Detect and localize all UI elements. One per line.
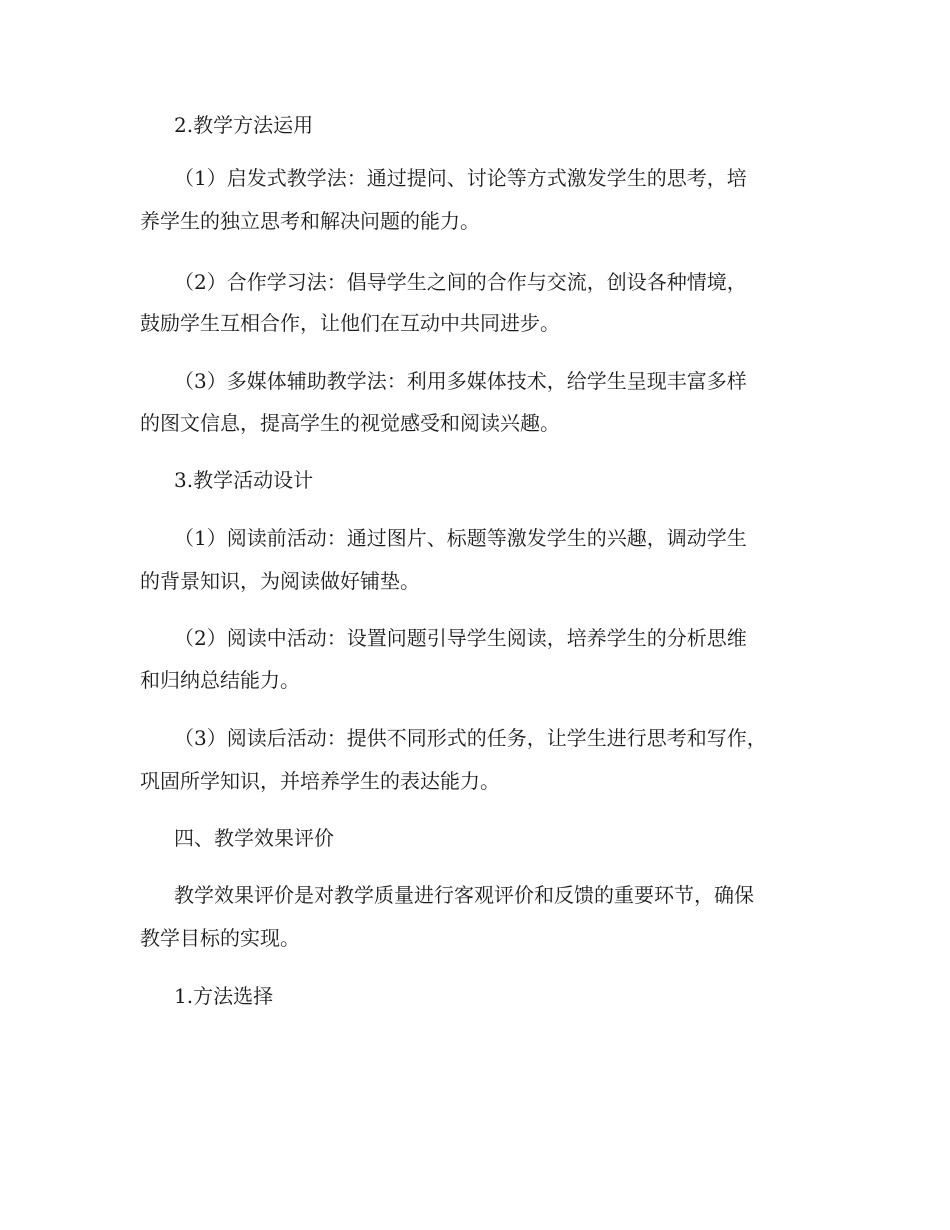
- paragraph-line: 和归纳总结能力。: [140, 668, 300, 692]
- paragraph-line: （2）阅读中活动：设置问题引导学生阅读，培养学生的分析思维: [174, 626, 747, 650]
- paragraph-line: （1）阅读前活动：通过图片、标题等激发学生的兴趣，调动学生: [174, 526, 747, 550]
- heading-activity-design: 3.教学活动设计: [174, 468, 314, 492]
- paragraph-line: 的背景知识，为阅读做好铺垫。: [140, 569, 420, 593]
- paragraph-line: 鼓励学生互相合作，让他们在互动中共同进步。: [140, 311, 560, 335]
- heading-method-selection: 1.方法选择: [174, 984, 274, 1008]
- paragraph-line: 的图文信息，提高学生的视觉感受和阅读兴趣。: [140, 411, 560, 435]
- paragraph-line: 养学生的独立思考和解决问题的能力。: [140, 209, 480, 233]
- paragraph-line: （2）合作学习法：倡导学生之间的合作与交流，创设各种情境，: [174, 270, 747, 294]
- heading-teaching-evaluation: 四、教学效果评价: [174, 826, 334, 850]
- paragraph-line: （3）多媒体辅助教学法：利用多媒体技术，给学生呈现丰富多样: [174, 369, 747, 393]
- heading-teaching-methods: 2.教学方法运用: [174, 113, 314, 137]
- paragraph-line: 教学效果评价是对教学质量进行客观评价和反馈的重要环节，确保: [174, 883, 754, 907]
- paragraph-line: 教学目标的实现。: [140, 926, 300, 950]
- paragraph-line: 巩固所学知识，并培养学生的表达能力。: [140, 769, 500, 793]
- paragraph-line: （3）阅读后活动：提供不同形式的任务，让学生进行思考和写作，: [174, 726, 767, 750]
- paragraph-line: （1）启发式教学法：通过提问、讨论等方式激发学生的思考，培: [174, 166, 747, 190]
